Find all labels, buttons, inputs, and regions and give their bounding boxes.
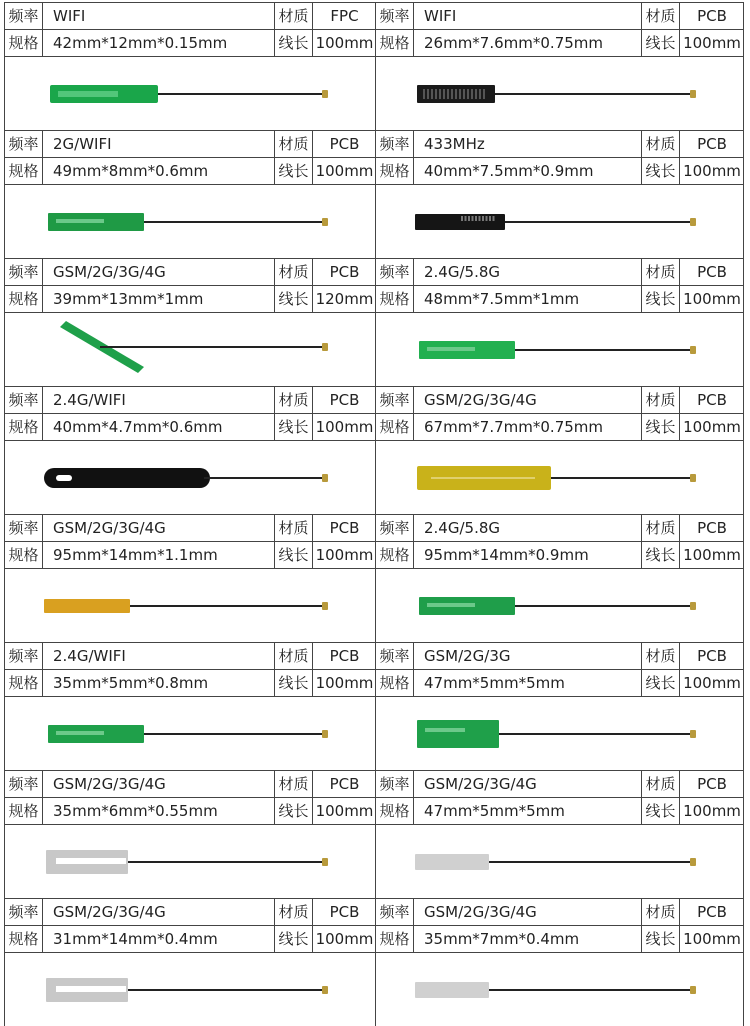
- frequency-label: 频率: [4, 515, 42, 541]
- frequency-label: 频率: [375, 771, 413, 797]
- size-value: 26mm*7.6mm*0.75mm: [413, 30, 641, 56]
- spec-row-frequency: [375, 2, 744, 29]
- antenna-photo: [375, 440, 744, 514]
- cable-length-value: 100mm: [312, 30, 376, 56]
- spec-label: 规格: [4, 798, 42, 824]
- cable-label: 线长: [274, 542, 312, 568]
- size-value: 40mm*7.5mm*0.9mm: [413, 158, 641, 184]
- material-label: 材质: [274, 515, 312, 541]
- spec-label: 规格: [375, 670, 413, 696]
- spec-row-frequency: [4, 130, 376, 157]
- spec-label: 规格: [375, 414, 413, 440]
- spec-label: 规格: [4, 926, 42, 952]
- material-label: 材质: [274, 387, 312, 413]
- outer-border: [4, 770, 5, 898]
- cell-divider: [743, 386, 744, 514]
- spec-label: 规格: [375, 158, 413, 184]
- antenna-photo: [375, 312, 744, 386]
- material-value: PCB: [679, 643, 744, 669]
- cable-length-value: 100mm: [312, 542, 376, 568]
- cell-divider: [743, 642, 744, 770]
- spec-row-size: [375, 157, 744, 184]
- spec-label: 规格: [375, 926, 413, 952]
- size-value: 35mm*6mm*0.55mm: [42, 798, 274, 824]
- material-value: PCB: [312, 131, 376, 157]
- antenna-card: [4, 898, 376, 1026]
- cable-length-value: 100mm: [679, 926, 744, 952]
- spec-row-frequency: [375, 898, 744, 925]
- cell-divider: [743, 258, 744, 386]
- material-value: PCB: [679, 899, 744, 925]
- cell-divider: [743, 770, 744, 898]
- cable-label: 线长: [274, 670, 312, 696]
- spec-row-frequency: [4, 898, 376, 925]
- size-value: 95mm*14mm*1.1mm: [42, 542, 274, 568]
- antenna-photo: [375, 824, 744, 898]
- antenna-card: [375, 2, 744, 130]
- material-label: 材质: [641, 3, 679, 29]
- cable-label: 线长: [641, 30, 679, 56]
- antenna-photo-icon: [419, 341, 696, 359]
- material-value: PCB: [679, 771, 744, 797]
- cable-length-value: 100mm: [679, 30, 744, 56]
- frequency-value: GSM/2G/3G/4G: [42, 771, 274, 797]
- antenna-card: [4, 130, 376, 258]
- outer-border: [4, 514, 5, 642]
- material-label: 材质: [274, 771, 312, 797]
- antenna-card: [4, 2, 376, 130]
- spec-row-frequency: [375, 770, 744, 797]
- cable-length-value: 100mm: [679, 158, 744, 184]
- cell-divider: [743, 2, 744, 130]
- spec-row-size: [4, 29, 376, 56]
- frequency-value: WIFI: [42, 3, 274, 29]
- antenna-photo-icon: [44, 599, 328, 613]
- material-value: PCB: [312, 259, 376, 285]
- frequency-value: 2.4G/5.8G: [413, 515, 641, 541]
- material-label: 材质: [274, 899, 312, 925]
- size-value: 31mm*14mm*0.4mm: [42, 926, 274, 952]
- cell-divider: [743, 514, 744, 642]
- spec-label: 规格: [375, 798, 413, 824]
- antenna-row: [0, 770, 750, 898]
- frequency-value: 2.4G/WIFI: [42, 643, 274, 669]
- frequency-label: 频率: [4, 259, 42, 285]
- antenna-photo: [4, 440, 376, 514]
- size-value: 35mm*5mm*0.8mm: [42, 670, 274, 696]
- material-value: PCB: [679, 131, 744, 157]
- spec-row-frequency: [375, 386, 744, 413]
- frequency-value: 2.4G/5.8G: [413, 259, 641, 285]
- antenna-photo-icon: [415, 982, 696, 998]
- cable-label: 线长: [641, 926, 679, 952]
- antenna-card: [4, 386, 376, 514]
- cable-length-value: 100mm: [679, 542, 744, 568]
- spec-row-size: [4, 925, 376, 952]
- spec-row-frequency: [4, 770, 376, 797]
- spec-row-size: [4, 157, 376, 184]
- spec-label: 规格: [375, 542, 413, 568]
- antenna-card: [375, 130, 744, 258]
- antenna-row: [0, 514, 750, 642]
- frequency-label: 频率: [375, 899, 413, 925]
- antenna-card: [4, 770, 376, 898]
- cable-label: 线长: [641, 542, 679, 568]
- spec-row-frequency: [375, 130, 744, 157]
- antenna-photo-icon: [50, 85, 328, 103]
- outer-border: [4, 898, 5, 1026]
- antenna-photo: [375, 696, 744, 770]
- antenna-card: [375, 386, 744, 514]
- antenna-photo: [4, 312, 376, 386]
- spec-row-size: [375, 541, 744, 568]
- size-value: 95mm*14mm*0.9mm: [413, 542, 641, 568]
- frequency-label: 频率: [4, 3, 42, 29]
- spec-row-frequency: [375, 258, 744, 285]
- spec-label: 规格: [4, 158, 42, 184]
- frequency-value: GSM/2G/3G/4G: [413, 387, 641, 413]
- material-label: 材质: [641, 259, 679, 285]
- spec-row-size: [375, 285, 744, 312]
- material-value: FPC: [312, 3, 376, 29]
- spec-row-size: [4, 541, 376, 568]
- material-label: 材质: [641, 771, 679, 797]
- material-label: 材质: [274, 643, 312, 669]
- cable-length-value: 100mm: [312, 158, 376, 184]
- material-value: PCB: [312, 387, 376, 413]
- material-label: 材质: [641, 515, 679, 541]
- material-label: 材质: [641, 387, 679, 413]
- spec-label: 规格: [4, 670, 42, 696]
- spec-row-frequency: [4, 258, 376, 285]
- frequency-label: 频率: [375, 643, 413, 669]
- antenna-photo: [4, 184, 376, 258]
- cable-length-value: 100mm: [679, 798, 744, 824]
- frequency-value: GSM/2G/3G: [413, 643, 641, 669]
- cable-length-value: 100mm: [679, 286, 744, 312]
- spec-label: 规格: [375, 30, 413, 56]
- size-value: 48mm*7.5mm*1mm: [413, 286, 641, 312]
- antenna-photo: [375, 952, 744, 1026]
- antenna-photo-icon: [415, 214, 696, 230]
- outer-border: [4, 258, 5, 386]
- antenna-row: [0, 130, 750, 258]
- spec-row-size: [4, 669, 376, 696]
- spec-label: 规格: [4, 30, 42, 56]
- size-value: 40mm*4.7mm*0.6mm: [42, 414, 274, 440]
- spec-row-frequency: [4, 642, 376, 669]
- spec-row-frequency: [4, 386, 376, 413]
- antenna-photo: [375, 184, 744, 258]
- spec-label: 规格: [4, 542, 42, 568]
- size-value: 35mm*7mm*0.4mm: [413, 926, 641, 952]
- antenna-photo: [4, 824, 376, 898]
- antenna-card: [4, 514, 376, 642]
- cable-label: 线长: [274, 798, 312, 824]
- antenna-photo: [4, 568, 376, 642]
- outer-border: [4, 386, 5, 514]
- antenna-photo-icon: [417, 466, 696, 490]
- size-value: 42mm*12mm*0.15mm: [42, 30, 274, 56]
- frequency-label: 频率: [4, 131, 42, 157]
- frequency-value: GSM/2G/3G/4G: [413, 899, 641, 925]
- frequency-value: GSM/2G/3G/4G: [42, 515, 274, 541]
- cable-label: 线长: [641, 158, 679, 184]
- cell-divider: [743, 130, 744, 258]
- frequency-label: 频率: [4, 899, 42, 925]
- material-value: PCB: [312, 643, 376, 669]
- outer-border: [4, 2, 5, 130]
- spec-row-size: [375, 925, 744, 952]
- antenna-photo-icon: [419, 597, 696, 615]
- frequency-label: 频率: [375, 387, 413, 413]
- outer-border: [4, 642, 5, 770]
- antenna-card: [375, 642, 744, 770]
- spec-row-size: [4, 285, 376, 312]
- antenna-photo-icon: [46, 850, 328, 874]
- antenna-row: [0, 2, 750, 130]
- frequency-label: 频率: [375, 515, 413, 541]
- spec-row-size: [375, 29, 744, 56]
- table-bottom-border: [4, 952, 744, 953]
- spec-row-size: [4, 413, 376, 440]
- spec-row-frequency: [4, 2, 376, 29]
- cable-label: 线长: [274, 158, 312, 184]
- antenna-card: [375, 514, 744, 642]
- frequency-label: 频率: [375, 259, 413, 285]
- size-value: 49mm*8mm*0.6mm: [42, 158, 274, 184]
- frequency-value: 2G/WIFI: [42, 131, 274, 157]
- frequency-label: 频率: [375, 131, 413, 157]
- material-label: 材质: [641, 643, 679, 669]
- cable-label: 线长: [641, 670, 679, 696]
- spec-row-size: [375, 413, 744, 440]
- material-label: 材质: [274, 131, 312, 157]
- material-value: PCB: [679, 515, 744, 541]
- spec-row-size: [375, 669, 744, 696]
- antenna-card: [375, 898, 744, 1026]
- antenna-row: [0, 386, 750, 514]
- cable-label: 线长: [274, 30, 312, 56]
- cable-label: 线长: [274, 926, 312, 952]
- outer-border: [4, 130, 5, 258]
- frequency-value: GSM/2G/3G/4G: [42, 259, 274, 285]
- spec-row-size: [4, 797, 376, 824]
- antenna-photo-icon: [60, 321, 328, 373]
- frequency-value: GSM/2G/3G/4G: [413, 771, 641, 797]
- frequency-label: 频率: [4, 387, 42, 413]
- spec-label: 规格: [4, 414, 42, 440]
- material-label: 材质: [641, 899, 679, 925]
- antenna-photo-icon: [415, 854, 696, 870]
- material-label: 材质: [274, 259, 312, 285]
- spec-label: 规格: [4, 286, 42, 312]
- antenna-photo: [4, 56, 376, 130]
- material-value: PCB: [679, 3, 744, 29]
- frequency-value: WIFI: [413, 3, 641, 29]
- spec-label: 规格: [375, 286, 413, 312]
- cable-length-value: 120mm: [312, 286, 376, 312]
- material-value: PCB: [312, 771, 376, 797]
- cable-label: 线长: [641, 798, 679, 824]
- spec-row-frequency: [4, 514, 376, 541]
- antenna-photo-icon: [48, 725, 328, 743]
- frequency-label: 频率: [4, 771, 42, 797]
- antenna-photo: [4, 952, 376, 1026]
- frequency-value: 433MHz: [413, 131, 641, 157]
- cable-length-value: 100mm: [679, 414, 744, 440]
- size-value: 47mm*5mm*5mm: [413, 798, 641, 824]
- cable-label: 线长: [274, 414, 312, 440]
- spec-row-size: [375, 797, 744, 824]
- material-value: PCB: [312, 899, 376, 925]
- antenna-photo-icon: [48, 213, 328, 231]
- material-value: PCB: [679, 259, 744, 285]
- antenna-photo: [375, 56, 744, 130]
- cell-divider: [743, 898, 744, 1026]
- size-value: 47mm*5mm*5mm: [413, 670, 641, 696]
- antenna-photo-icon: [417, 85, 696, 103]
- material-value: PCB: [679, 387, 744, 413]
- cable-label: 线长: [641, 414, 679, 440]
- cable-label: 线长: [274, 286, 312, 312]
- frequency-value: GSM/2G/3G/4G: [42, 899, 274, 925]
- antenna-row: [0, 898, 750, 1026]
- antenna-card: [375, 258, 744, 386]
- material-label: 材质: [641, 131, 679, 157]
- cable-length-value: 100mm: [679, 670, 744, 696]
- spec-row-frequency: [375, 642, 744, 669]
- antenna-card: [4, 642, 376, 770]
- cable-length-value: 100mm: [312, 670, 376, 696]
- size-value: 67mm*7.7mm*0.75mm: [413, 414, 641, 440]
- size-value: 39mm*13mm*1mm: [42, 286, 274, 312]
- material-label: 材质: [274, 3, 312, 29]
- antenna-photo: [4, 696, 376, 770]
- antenna-card: [375, 770, 744, 898]
- antenna-card: [4, 258, 376, 386]
- frequency-value: 2.4G/WIFI: [42, 387, 274, 413]
- spec-row-frequency: [375, 514, 744, 541]
- cable-length-value: 100mm: [312, 798, 376, 824]
- frequency-label: 频率: [4, 643, 42, 669]
- cable-label: 线长: [641, 286, 679, 312]
- frequency-label: 频率: [375, 3, 413, 29]
- antenna-photo-icon: [46, 978, 328, 1002]
- cable-length-value: 100mm: [312, 414, 376, 440]
- antenna-row: [0, 258, 750, 386]
- material-value: PCB: [312, 515, 376, 541]
- antenna-row: [0, 642, 750, 770]
- antenna-photo: [375, 568, 744, 642]
- cable-length-value: 100mm: [312, 926, 376, 952]
- antenna-photo-icon: [417, 720, 696, 748]
- antenna-photo-icon: [44, 468, 328, 488]
